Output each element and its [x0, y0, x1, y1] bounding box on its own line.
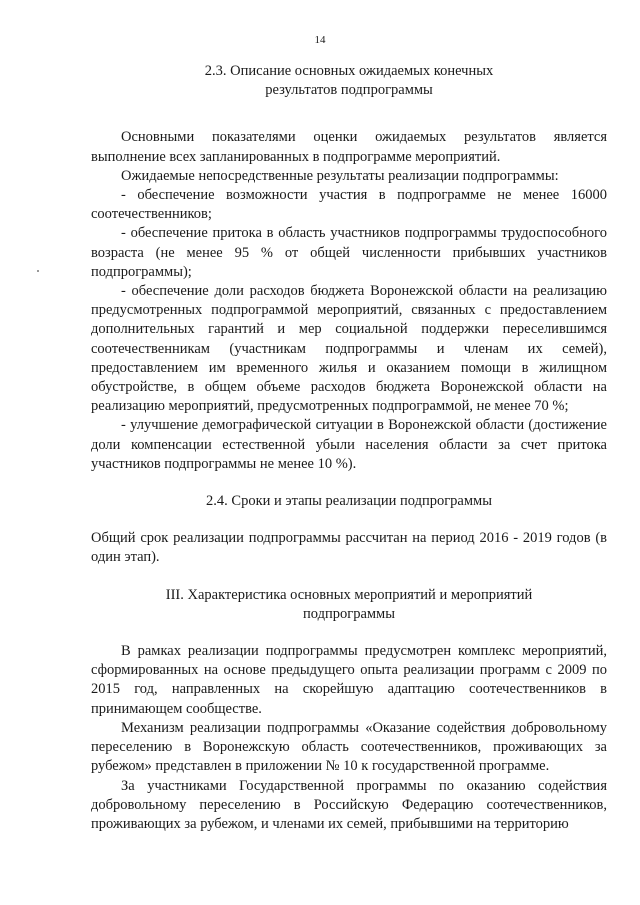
- page-number: 14: [314, 34, 326, 46]
- section-3-heading: [91, 586, 607, 624]
- section-2-4-para: Общий срок реализации подпрограммы рассчитан на период 2016 - 2019 годов (в один этап).: [91, 530, 607, 566]
- result-item-1: - обеспечение возможности участия в подпрограмме не менее 16000 соотечественников;: [91, 187, 607, 223]
- section-2-4-heading: 2.4. Сроки и этапы реализации подпрограммы: [206, 493, 492, 510]
- section-3-heading-line1: III. Характеристика основных мероприятий и мероприятий: [165, 586, 533, 603]
- section-3-para3: За участниками Государственной программы по оказанию содействия добровольному переселению в Российскую Федерацию соотечественников, проживающих за рубежом, и членами их семей, прибывшими на территорию: [91, 777, 607, 832]
- result-item-2: - обеспечение притока в область участников подпрограммы трудоспособного возраста (не менее 95 % от общей численности прибывших участников подпрограммы);: [91, 225, 607, 280]
- document-body: [91, 62, 607, 834]
- section-3-para2: Механизм реализации подпрограммы «Оказание содействия добровольному переселению в Воронежскую область соотечественников, проживающих за рубежом» представлен в приложении № 10 к государственной программе.: [91, 719, 607, 775]
- section-3-heading-line2: подпрограммы: [303, 605, 395, 622]
- section-2-3-heading: [91, 62, 607, 100]
- scan-artifact-dot: [37, 270, 39, 272]
- section-2-3-heading-line1: 2.3. Описание основных ожидаемых конечных: [204, 63, 494, 79]
- section-2-3-para1: Основными показателями оценки ожидаемых результатов является выполнение всех запланированных в подпрограмме мероприятий.: [91, 129, 607, 165]
- section-3-para1: В рамках реализации подпрограммы предусмотрен комплекс мероприятий, сформированных на основе предыдущего опыта реализации программ с 2009 по 2015 год, направленных на скорейшую адаптацию соотечественников в принимающем сообществе.: [91, 643, 607, 717]
- result-item-3: - обеспечение доли расходов бюджета Воронежской области на реализацию предусмотренных подпрограммой мероприятий, связанных с предоставлением дополнительных гарантий и мер социальной поддержки переселившимся соотечественникам (участникам подпрограммы и членам их семей), предоставлением им временного жилья и оказанием помощи в жилищном обустройстве, в общем объеме расходов бюджета Воронежской области на реализацию мероприятий, предусмотренных подпрограммой, не менее 70 %;: [91, 283, 607, 415]
- result-item-4: - улучшение демографической ситуации в Воронежской области (достижение доли компенсации естественной убыли населения области за счет притока участников подпрограммы не менее 10 %).: [91, 417, 607, 472]
- section-2-3-heading-line2: результатов подпрограммы: [265, 82, 433, 99]
- section-2-3-para2: Ожидаемые непосредственные результаты реализации подпрограммы:: [121, 167, 559, 184]
